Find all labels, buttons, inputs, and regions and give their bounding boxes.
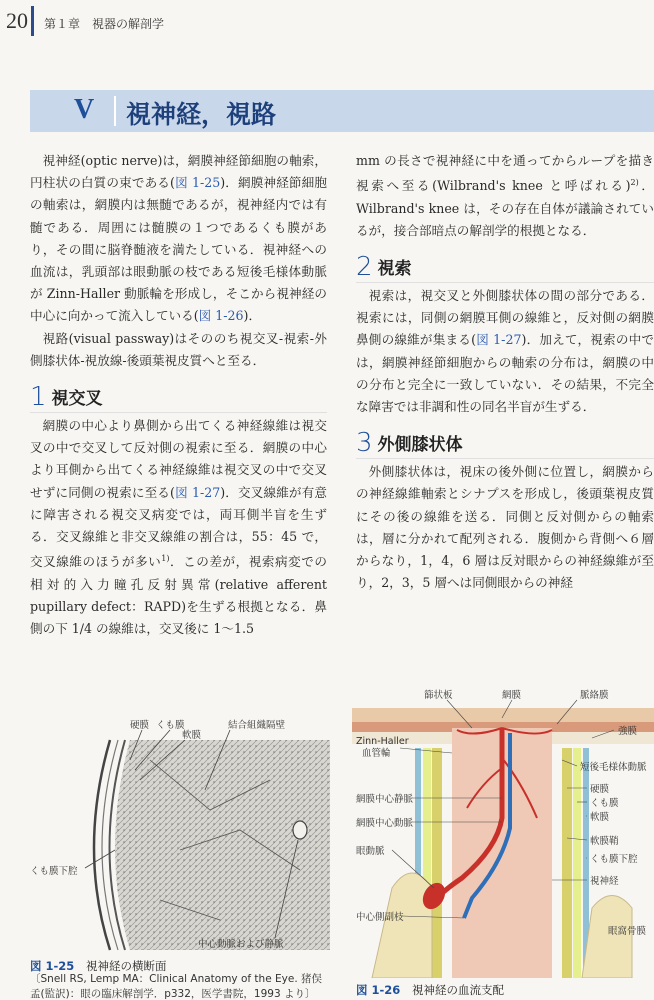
- left-column: [30, 150, 327, 640]
- figure-reference[interactable]: 図 1-27: [476, 332, 522, 348]
- title-separator: [114, 96, 116, 126]
- figure-reference[interactable]: 図 1-27: [174, 484, 221, 500]
- label-arachnoid: くも膜: [156, 720, 185, 731]
- label-pial-sheath: 軟膜鞘: [590, 836, 619, 847]
- label-zinn-haller-2: 血管輪: [362, 748, 391, 759]
- optic-nerve-cross-section-illustration: [30, 700, 330, 960]
- label-central-vein: 網膜中心静脈: [356, 794, 414, 805]
- label-dura: 硬膜: [590, 784, 610, 795]
- optic-nerve-blood-supply-illustration: [352, 688, 654, 978]
- label-pia: 軟膜: [590, 812, 610, 823]
- section-numeral: V: [74, 94, 95, 125]
- label-central-vessels: 中心動脈および静脈: [198, 939, 284, 950]
- label-subarachnoid: くも膜下腔: [590, 854, 638, 865]
- subsection-heading: [30, 381, 327, 413]
- label-orbital-fat: 眼窩骨膜: [608, 926, 647, 937]
- citation: 2): [630, 178, 639, 188]
- label-central-septum: 中心側副枝: [356, 912, 404, 923]
- subsection-label: 外側膝状体: [377, 435, 463, 456]
- figure-1-25: [30, 700, 330, 960]
- label-dura: 硬膜: [130, 720, 150, 731]
- label-sclera: 強膜: [618, 726, 638, 737]
- chapter-label: 第１章 視器の解剖学: [44, 17, 165, 31]
- section-title: 視神経，視路: [126, 100, 277, 129]
- paragraph: 外側膝状体は，視床の後外側に位置し，網膜からの神経線維軸索とシナプスを形成し，後頭葉視皮質にその後の線維を送る．同側と反対側からの軸索は，層に分かれて配列される．腹側から背側へ６層からなり，1，4，6 層は反対眼からの神経線維が至り，2，3，5 層へは同側眼からの神経: [356, 464, 654, 591]
- subsection-label: 視交叉: [51, 389, 103, 410]
- label-zinn-haller-1: Zinn-Haller: [356, 736, 409, 747]
- label-septum: 結合組織隔壁: [228, 720, 286, 731]
- paragraph: mm の長さで視神経に中を通ってからループを描き視索へ至る(Wilbrand's knee と呼ばれる)$^{2)}$．Wilbrand's knee は，その存在自体が議論されているが，接合部暗点の解剖学的根拠となる．: [356, 153, 654, 238]
- nerve-tissue: [115, 740, 330, 950]
- label-arachnoid: くも膜: [590, 798, 619, 809]
- subsection-heading: [356, 251, 654, 283]
- label-short-ciliary: 短後毛様体動脈: [580, 762, 647, 773]
- paragraph: 視神経(optic nerve)は，網膜神経節細胞の軸索，円柱状の白質の束である(図 1-25)．網膜神経節細胞の軸索は，網膜内は無髄であるが，視神経内では有髄である．周囲には髄膜の１つであるくも膜があり，その間に脳脊髄液を満たしている．視神経への血流は，乳頭部は眼動脈の枝である短後毛様体動脈が Zinn-Haller 動脈輪を形成し，そこから視神経の中心に向かって流入している(図 1-26)．: [30, 153, 327, 324]
- figure-title: 視神経の横断面: [85, 959, 167, 973]
- subsection-number: 2: [356, 252, 373, 282]
- running-header: [0, 0, 654, 50]
- subsection-label: 視索: [377, 259, 412, 279]
- figure-credit: 〔Snell RS, Lemp MA：Clinical Anatomy of the Eye. 猪俣 孟(監訳)：眼の臨床解剖学．p332，医学書院，1993 より〕: [30, 973, 322, 1000]
- figure-reference[interactable]: 図 1-25: [174, 175, 221, 191]
- page-number: 20: [6, 8, 28, 33]
- orbital-bone-left: [372, 873, 432, 978]
- subsection-number: 1: [30, 382, 47, 413]
- figure-number: 図 1-25: [30, 959, 75, 973]
- label-choroid: 脈絡膜: [580, 690, 609, 701]
- figure-title: 視神経の血流支配: [411, 983, 504, 997]
- section-title-band: [30, 90, 654, 132]
- citation: 1): [161, 554, 170, 564]
- right-column: [356, 150, 654, 594]
- subsection-number: 3: [356, 428, 373, 459]
- figure-reference[interactable]: 図 1-26: [198, 308, 244, 324]
- label-retina: 網膜: [502, 690, 522, 701]
- header-divider: [31, 6, 34, 36]
- label-subarachnoid: くも膜下腔: [30, 866, 78, 877]
- label-central-artery: 網膜中心動脈: [356, 818, 414, 829]
- figure-caption: [356, 982, 504, 998]
- label-optic-nerve: 視神経: [590, 876, 619, 887]
- label-lamina: 篩状板: [424, 690, 453, 701]
- central-vessel-lumen: [293, 821, 307, 839]
- figure-number: 図 1-26: [356, 983, 401, 997]
- paragraph: 視路(visual passway)はそののち視交叉-視索-外側膝状体-視放線-後頭葉視皮質へと至る．: [30, 330, 327, 368]
- label-pia: 軟膜: [182, 730, 202, 741]
- subsection-heading: [356, 427, 654, 459]
- figure-1-26: [352, 688, 654, 1000]
- paragraph: 網膜の中心より鼻側から出てくる神経線維は視交叉の中で交叉して反対側の視索に至る．網膜の中心より耳側から出てくる神経線維は視交叉の中で交叉せずに同側の視索に至る(図 1-27)．交叉線維が有意に障害される視交叉病変では，両耳側半盲を生ずる．交叉線維と非交叉線維の割合は，55：45 で，交叉線維のほうが多い$^{1)}$．この差が，視索病変での相対的入力瞳孔反射異常(relative afferent pupillary defect：RAPD)を生ずる根拠となる．鼻側の下 1/4 の線維は，交叉後に 1～1.5: [30, 418, 328, 637]
- label-ophthalmic-artery: 眼動脈: [356, 846, 385, 857]
- paragraph: 視索は，視交叉と外側膝状体の間の部分である．視索には，同側の網膜耳側の線維と，反対側の網膜鼻側の線維が集まる(図 1-27)．加えて，視索の中では，網膜神経節細胞からの軸索の分布は，網膜の中の分布と完全に一致していない．その結果，不完全な障害では非調和性の同名半盲が生ずる．: [356, 288, 654, 415]
- retina-layer: [352, 708, 654, 722]
